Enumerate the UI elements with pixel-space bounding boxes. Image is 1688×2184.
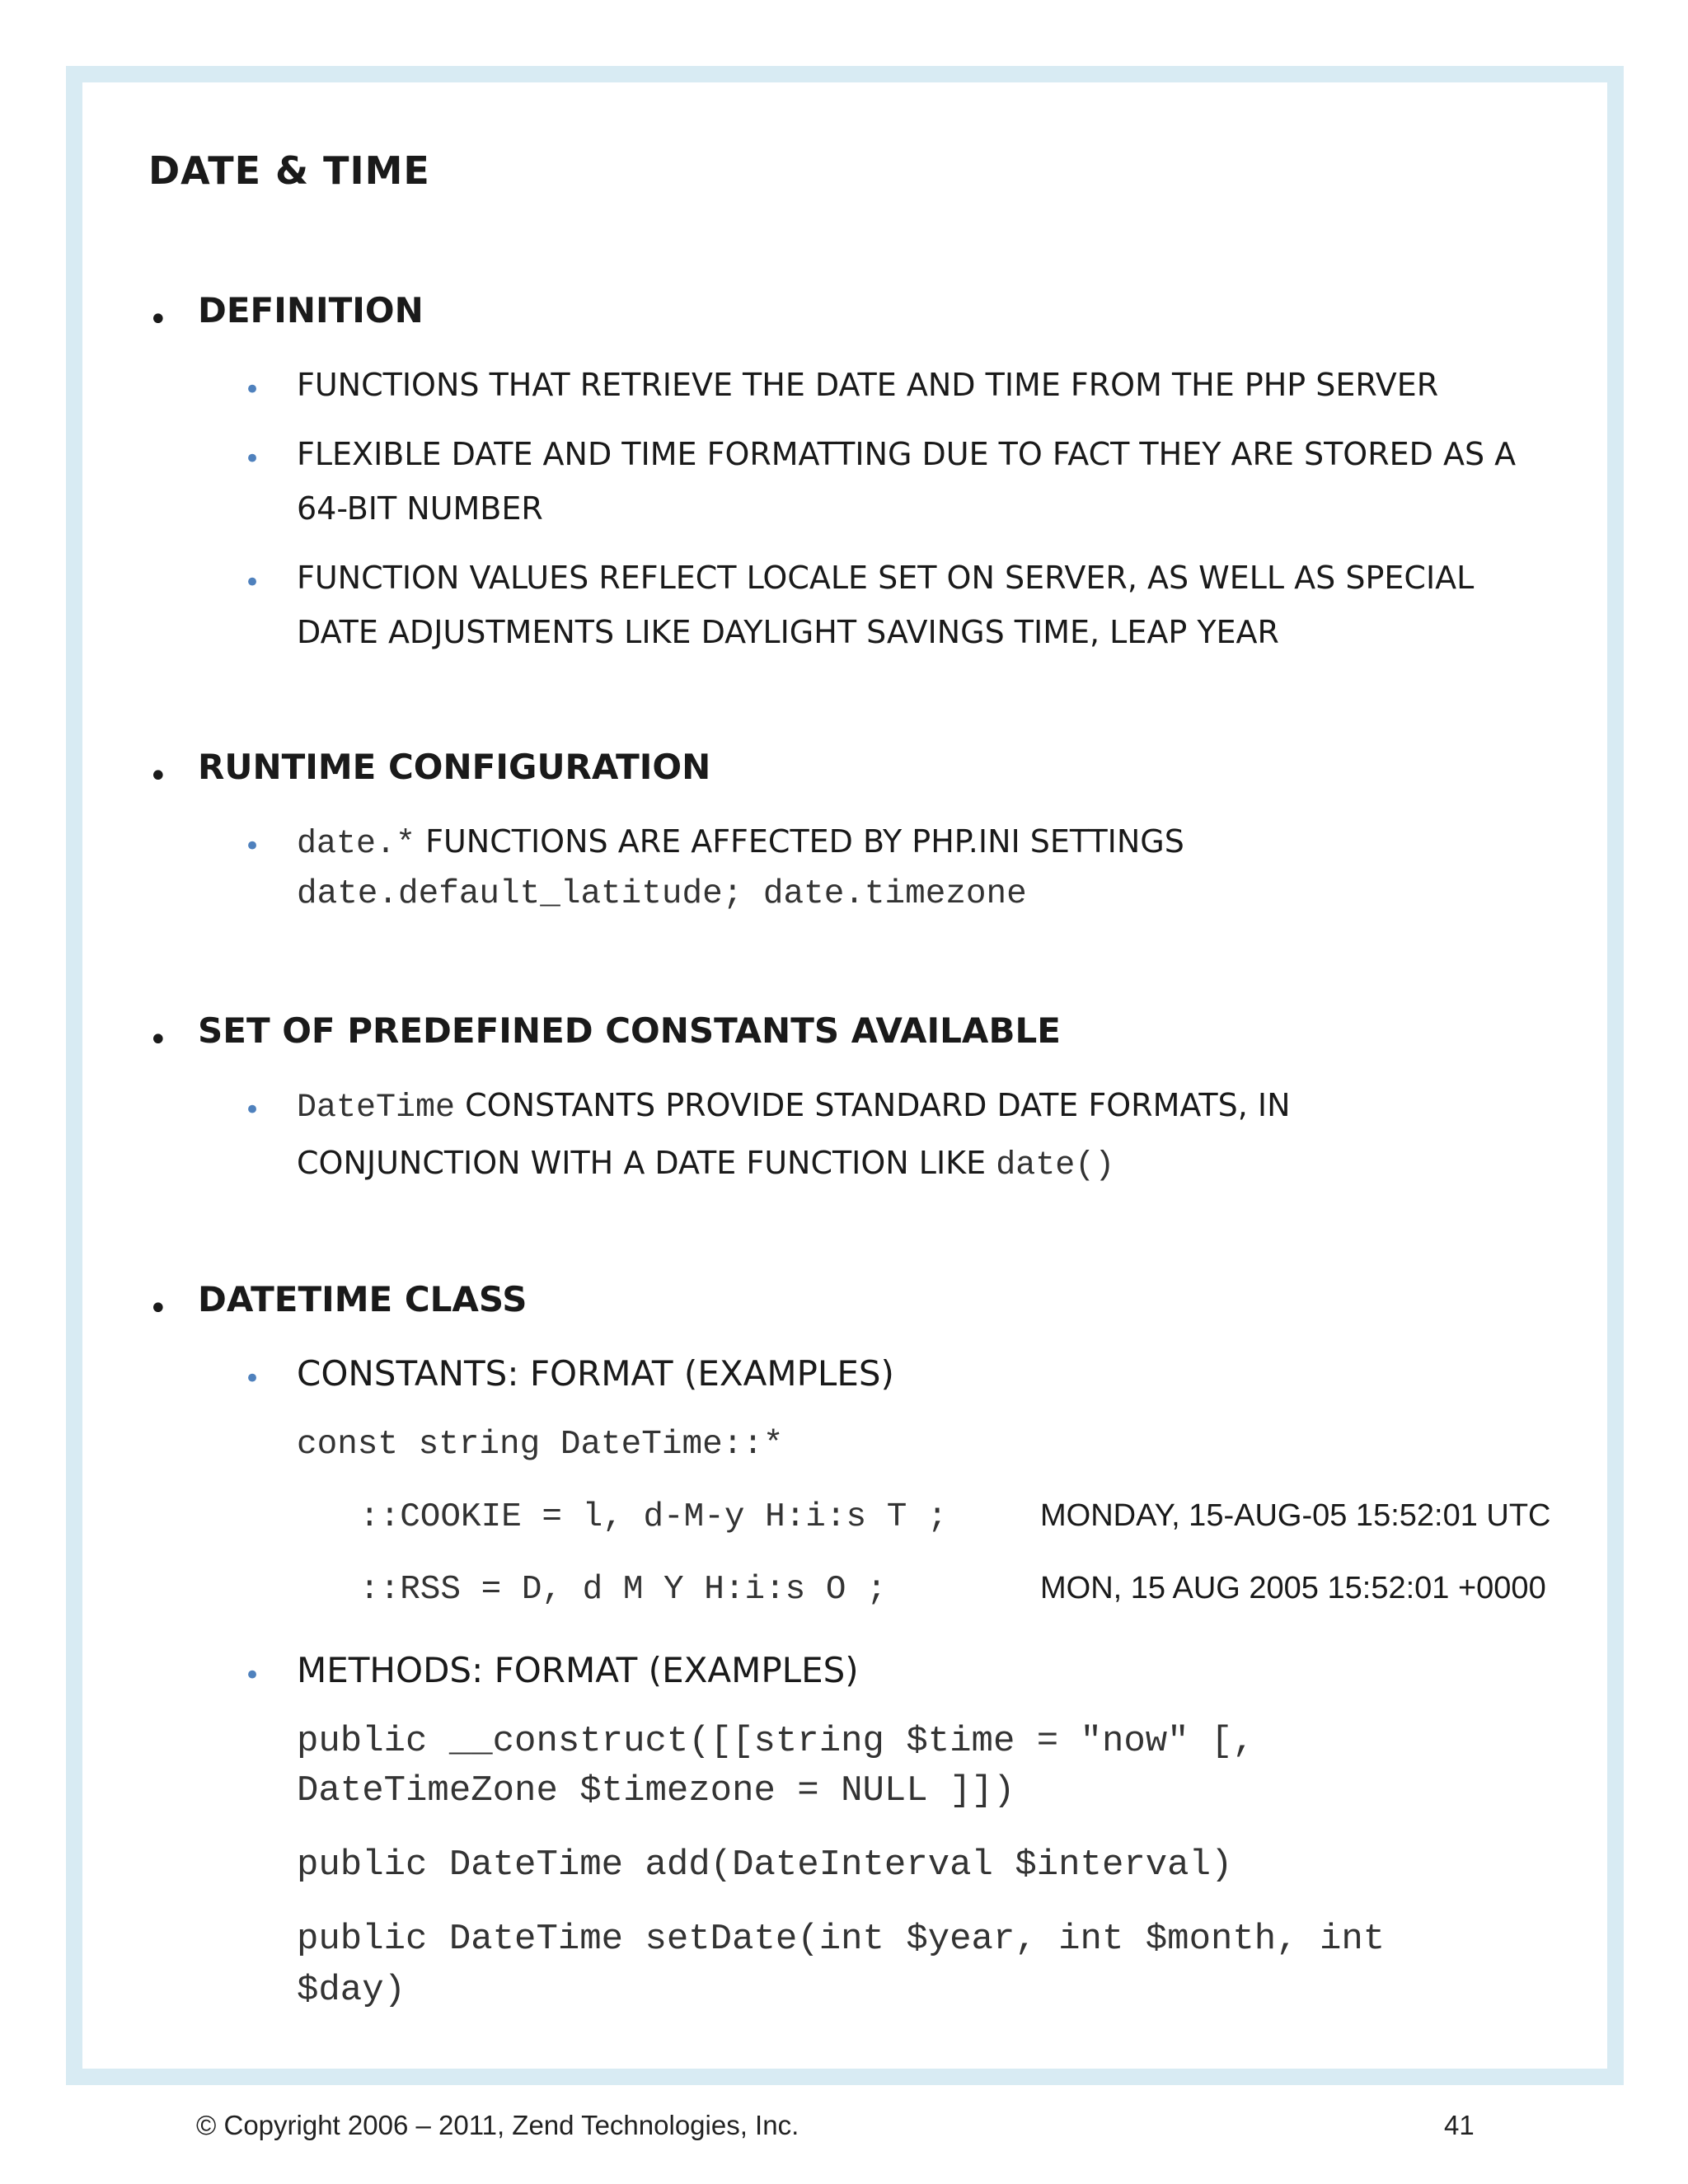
runtime-code-line: date.default_latitude; date.timezone [297,875,1027,913]
section-heading-definition: DEFINITION [198,290,424,330]
sub-bullet: • [244,1362,261,1395]
constant-rss-code: ::RSS = D, d M Y H:i:s O ; [359,1571,887,1609]
constants-label: CONSTANTS: FORMAT (EXAMPLES) [297,1353,894,1394]
footer-page-number: 41 [1444,2110,1475,2140]
bullet: • [148,757,168,795]
constants-item-cont [297,1136,1114,1193]
runtime-item-text: FUNCTIONS ARE AFFECTED BY PHP.INI SETTINGS [425,823,1184,860]
sub-bullet: • [244,566,261,599]
sub-bullet: • [244,830,261,863]
definition-item-3: FUNCTION VALUES REFLECT LOCALE SET ON SERVER, AS WELL AS SPECIAL [297,560,1475,596]
constants-item-text: CONSTANTS PROVIDE STANDARD DATE FORMATS, IN [465,1087,1291,1123]
definition-item-3-cont: DATE ADJUSTMENTS LIKE DAYLIGHT SAVINGS TIME, LEAP YEAR [297,614,1279,650]
method-add: public DateTime add(DateInterval $interval) [297,1844,1233,1886]
constants-decl: const string DateTime::* [297,1426,784,1464]
constant-cookie-example: MONDAY, 15-AUG-05 15:52:01 UTC [1040,1498,1551,1533]
sub-bullet: • [244,1659,261,1692]
section-heading-constants: SET OF PREDEFINED CONSTANTS AVAILABLE [198,1010,1061,1051]
footer-copyright: © Copyright 2006 – 2011, Zend Technologies, Inc. [196,2110,799,2140]
bullet: • [148,301,168,339]
code-date-fn: date() [996,1147,1115,1184]
page-title: DATE & TIME [148,148,430,193]
bullet: • [148,1021,168,1059]
code-date-star: date.* [297,826,416,863]
method-construct: public __construct([[string $time = "now" [, [297,1721,1254,1762]
method-setdate: public DateTime setDate(int $year, int $month, int [297,1919,1386,1960]
constant-rss-example: MON, 15 AUG 2005 15:52:01 +0000 [1040,1571,1546,1605]
sub-bullet: • [244,1094,261,1127]
method-setdate-cont: $day) [297,1970,406,2011]
methods-label: METHODS: FORMAT (EXAMPLES) [297,1650,859,1690]
section-heading-datetime-class: DATETIME CLASS [198,1279,528,1319]
section-heading-runtime: RUNTIME CONFIGURATION [198,747,711,787]
bullet: • [148,1290,168,1328]
constant-cookie-code: ::COOKIE = l, d-M-y H:i:s T ; [359,1498,948,1536]
constants-item [297,1078,1291,1136]
definition-item-2-cont: 64-BIT NUMBER [297,490,543,527]
code-datetime: DateTime [297,1090,456,1127]
constants-item-text2: CONJUNCTION WITH A DATE FUNCTION LIKE [297,1145,987,1181]
method-construct-cont: DateTimeZone $timezone = NULL ]]) [297,1770,1015,1811]
sub-bullet: • [244,443,261,476]
definition-item-1: FUNCTIONS THAT RETRIEVE THE DATE AND TIME FROM THE PHP SERVER [297,367,1439,403]
definition-item-2: FLEXIBLE DATE AND TIME FORMATTING DUE TO FACT THEY ARE STORED AS A [297,436,1517,472]
runtime-item [297,814,1184,872]
sub-bullet: • [244,373,261,406]
